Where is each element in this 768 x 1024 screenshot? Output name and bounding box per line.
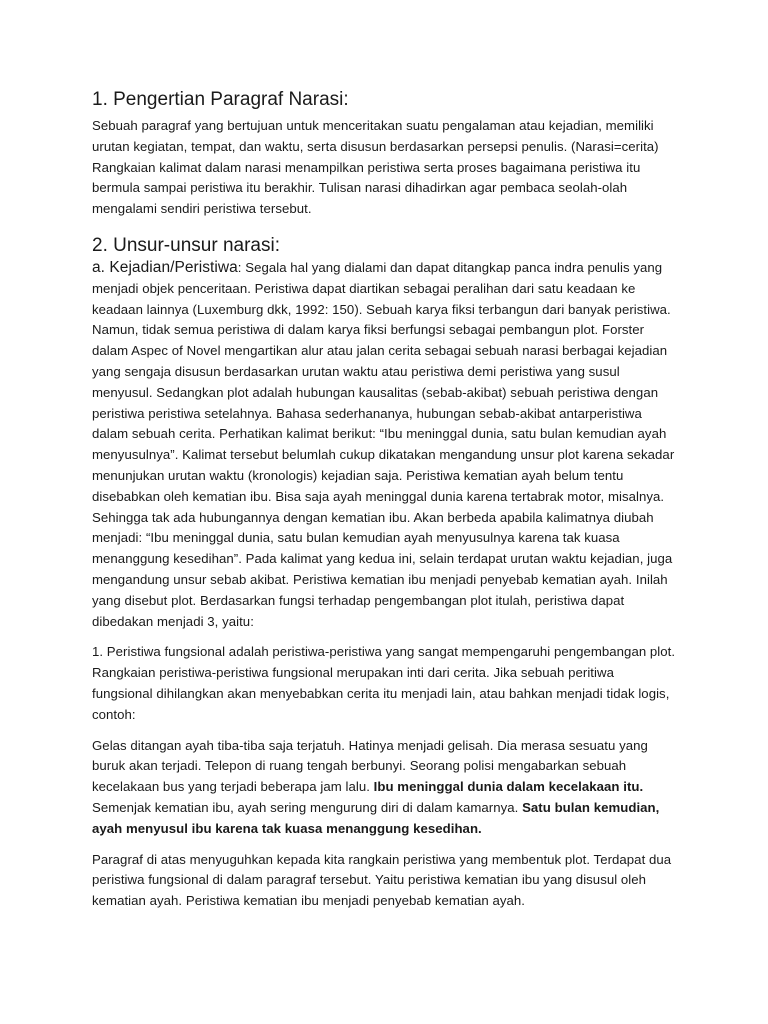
point1-paragraph: 1. Peristiwa fungsional adalah peristiwa-peristiwa yang sangat mempengaruhi pengembangan plot. Rangkaian peristiwa-peristiwa fungsional merupakan inti dari cerita. Jika sebuah peritiwa fungsional dihilangkan akan menyebabkan cerita itu menjadi lain, atau bahkan menjadi tidak logis, contoh: [92, 644, 676, 722]
section1-heading: 1. Pengertian Paragraf Narasi: [92, 89, 349, 110]
section2-body [92, 258, 676, 632]
example-bold-2: Satu bulan kemudian, ayah menyusul ibu karena tak kuasa menanggung kesedihan. [92, 799, 660, 836]
subheading-body: : Segala hal yang dialami dan dapat ditangkap panca indra penulis yang menjadi objek penceritaan. Peristiwa dapat diartikan sebagai peralihan dari satu keadaan ke keadaan lainnya (Luxemburg dkk, 1992: 150). Sebuah karya fiksi terbangun dari banyak peristiwa. Namun, tidak semua peristiwa di dalam karya fiksi berfungsi sebagai pembangun plot. Forster dalam Aspec of Novel mengartikan alur atau jalan cerita sebagai sebuah narasi berbagai kejadian yang sengaja disusun berdasarkan urutan waktu atau peristiwa demi peristiwa yang susul menyusul. Sedangkan plot adalah hubungan kausalitas (sebab-akibat) sebuah peristiwa dengan peristiwa peristiwa setelahnya. Bahasa sederhananya, hubungan sebab-akibat antarperistiwa dalam sebuah cerita. Perhatikan kalimat berikut: “Ibu meninggal dunia, satu bulan kemudian ayah menyusulnya”. Kalimat tersebut belumlah cukup dikatakan mengandung unsur plot karena sekadar menunjukan urutan waktu (kronologis) kejadian saja. Peristiwa kematian ayah belum tentu disebabkan oleh kematian ibu. Bisa saja ayah meninggal dunia karena tertabrak motor, misalnya. Sehingga tak ada hubungannya dengan kematian ibu. Akan berbeda apabila kalimatnya diubah menjadi: “Ibu meninggal dunia, satu bulan kemudian ayah menyusulnya karena tak kuasa menanggung kesedihan”. Pada kalimat yang kedua ini, selain terdapat urutan waktu kejadian, juga mengandung unsur sebab akibat. Peristiwa kematian ibu menjadi penyebab kematian ayah. Inilah yang disebut plot. Berdasarkan fungsi terhadap pengembangan plot itulah, peristiwa dapat dibedakan menjadi 3, yaitu: [92, 259, 675, 629]
example-text-1: Gelas ditangan ayah tiba-tiba saja terjatuh. Hatinya menjadi gelisah. Dia merasa sesuatu yang buruk akan terjadi. Telepon di ruang tengah berbunyi. Seorang polisi mengabarkan sebuah kecelakaan bus yang terjadi beberapa jam lalu. [92, 737, 648, 795]
example-paragraph [92, 736, 676, 840]
section1-body: Sebuah paragraf yang bertujuan untuk menceritakan suatu pengalaman atau kejadian, memiliki urutan kegiatan, tempat, dan waktu, serta disusun berdasarkan persepsi penulis. (Narasi=cerita) Rangkaian kalimat dalam narasi menampilkan peristiwa serta proses bagaimana peristiwa itu bermula sampai peristiwa itu berakhir. Tulisan narasi dihadirkan agar pembaca seolah-olah mengalami sendiri peristiwa tersebut. [92, 118, 659, 217]
subheading-kejadian: a. Kejadian/Peristiwa [92, 258, 238, 276]
example-text-2: Semenjak kematian ibu, ayah sering mengurung diri di dalam kamarnya. [92, 799, 523, 815]
document-page [92, 88, 676, 912]
example-bold-1: Ibu meninggal dunia dalam kecelakaan itu. [373, 779, 644, 795]
closing-paragraph: Paragraf di atas menyuguhkan kepada kita rangkain peristiwa yang membentuk plot. Terdapat dua peristiwa fungsional di dalam paragraf tersebut. Yaitu peristiwa kematian ibu yang disusul oleh kematian ayah. Peristiwa kematian ibu menjadi penyebab kematian ayah. [92, 851, 672, 909]
section2-heading: 2. Unsur-unsur narasi: [92, 234, 280, 256]
